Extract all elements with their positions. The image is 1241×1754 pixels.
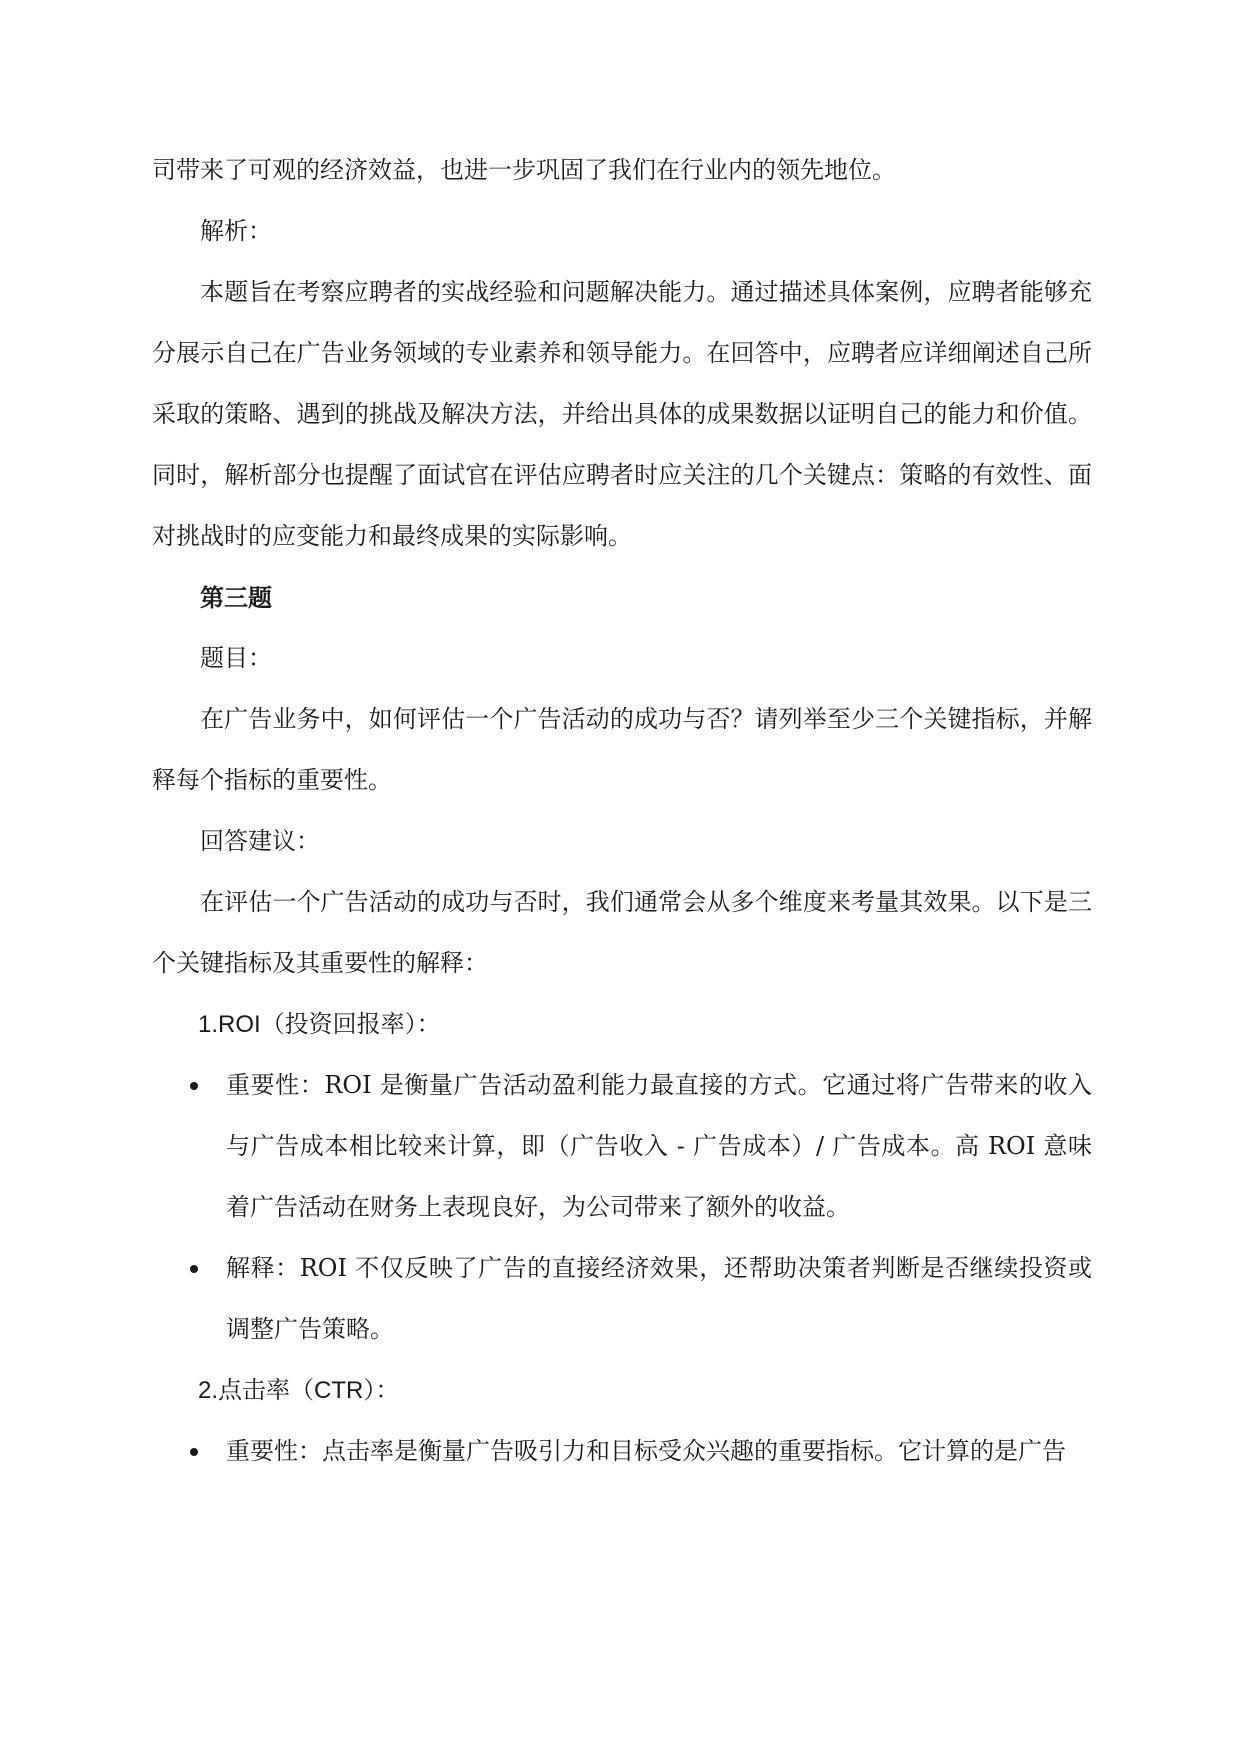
item-abbr-paren: （CTR）： (290, 1377, 400, 1404)
bullet-dot-icon (190, 1265, 198, 1273)
bullet-text: 重要性：ROI 是衡量广告活动盈利能力最直接的方式。它通过将广告带来的收入与广告成本相比较来计算，即（广告收入 - 广告成本）/ 广告成本。高 ROI 意味着广告活动在财务上表现良好，为公司带来了额外的收益。 (226, 1071, 1092, 1221)
item-heading-roi (152, 994, 1092, 1055)
bullet-list-ctr (152, 1421, 1092, 1482)
list-item (152, 1238, 1092, 1360)
bullet-dot-icon (190, 1082, 198, 1090)
item-title-rest: （投资回报率）： (260, 1010, 441, 1038)
section-heading: 第三题 (200, 583, 272, 612)
paragraph-continuation: 司带来了可观的经济效益，也进一步巩固了我们在行业内的领先地位。 (152, 156, 896, 184)
analysis-text: 本题旨在考察应聘者的实战经验和问题解决能力。通过描述具体案例，应聘者能够充分展示自己在广告业务领域的专业素养和领导能力。在回答中，应聘者应详细阐述自己所采取的策略、遇到的挑战及解决方法，并给出具体的成果数据以证明自己的能力和价值。同时，解析部分也提醒了面试官在评估应聘者时应关注的几个关键点：策略的有效性、面对挑战时的应变能力和最终成果的实际影响。 (152, 278, 1092, 550)
list-item (152, 1421, 1092, 1482)
item-heading-ctr (152, 1360, 1092, 1421)
bullet-text: 重要性：点击率是衡量广告吸引力和目标受众兴趣的重要指标。它计算的是广告 (226, 1437, 1066, 1465)
item-title-cn: 点击率 (218, 1376, 291, 1404)
list-item (152, 1055, 1092, 1238)
bullet-list-roi (152, 1055, 1092, 1360)
question-text: 在广告业务中，如何评估一个广告活动的成功与否？请列举至少三个关键指标，并解释每个指标的重要性。 (152, 705, 1092, 794)
answer-label: 回答建议： (200, 827, 320, 855)
analysis-label: 解析： (200, 217, 272, 245)
item-abbr: ROI (218, 1011, 261, 1038)
bullet-text: 解释：ROI 不仅反映了广告的直接经济效果，还帮助决策者判断是否继续投资或调整广告策略。 (226, 1254, 1092, 1343)
item-number: 2. (198, 1377, 219, 1404)
bullet-dot-icon (190, 1448, 198, 1456)
question-label: 题目： (200, 644, 272, 672)
answer-intro: 在评估一个广告活动的成功与否时，我们通常会从多个维度来考量其效果。以下是三个关键指标及其重要性的解释： (152, 888, 1092, 977)
item-number: 1. (198, 1011, 219, 1038)
document-body (152, 140, 1092, 1482)
